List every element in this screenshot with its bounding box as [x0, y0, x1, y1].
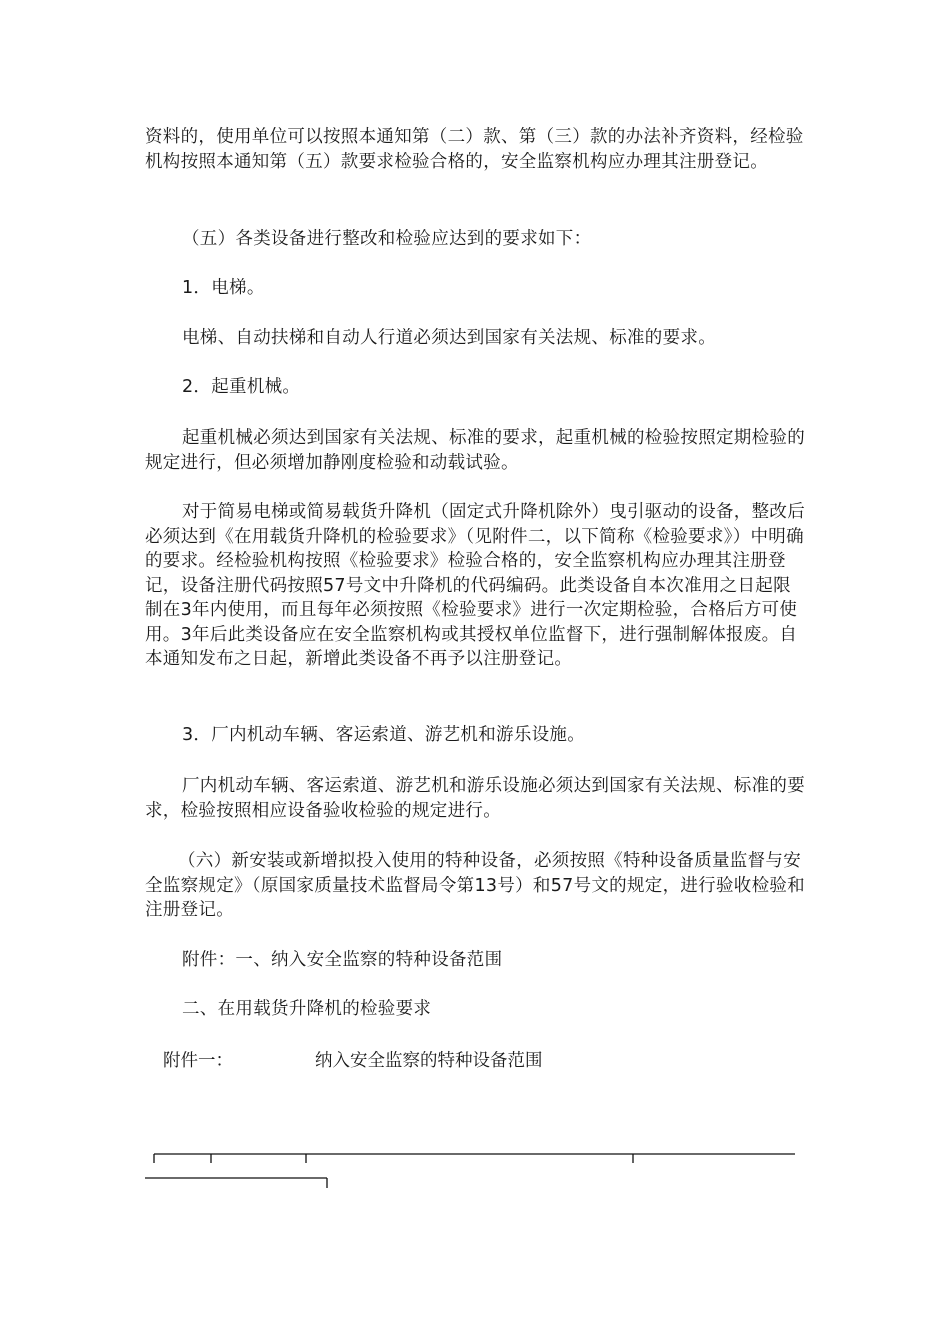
item-3-heading: 3．厂内机动车辆、客运索道、游艺机和游乐设施。: [182, 725, 586, 745]
simple-elevator-paragraph: 对于简易电梯或简易载货升降机（固定式升降机除外）曳引驱动的设备，整改后必须达到《在用载货升降机的检验要求》（见附件二，以下简称《检验要求》）中明确的要求。经检验机构按照《检验要求》检验合格的，安全监察机构应办理其注册登记，设备注册代码按照57号文中升降机的代码编码。此类设备自本次准用之日起限制在3年内使用，而且每年必须按照《检验要求》进行一次定期检验，合格后方可使用。3年后此类设备应在安全监察机构或其授权单位监督下，进行强制解体报废。自本通知发布之日起，新增此类设备不再予以注册登记。: [145, 502, 805, 669]
item-2-heading: 2．起重机械。: [182, 377, 301, 397]
attachment-label: 附件一：: [163, 1051, 233, 1071]
attachments-list-2: 二、在用载货升降机的检验要求: [182, 999, 432, 1019]
item-1-heading: 1．电梯。: [182, 278, 265, 298]
section-six-paragraph: （六）新安装或新增拟投入使用的特种设备，必须按照《特种设备质量监督与安全监察规定》（原国家质量技术监督局令第13号）和57号文的规定，进行验收检验和注册登记。: [145, 851, 805, 920]
vehicles-paragraph: 厂内机动车辆、客运索道、游艺机和游乐设施必须达到国家有关法规、标准的要求，检验按照相应设备验收检验的规定进行。: [145, 776, 805, 821]
elevator-paragraph: 电梯、自动扶梯和自动人行道必须达到国家有关法规、标准的要求。: [182, 328, 716, 348]
attachment-title: 纳入安全监察的特种设备范围: [315, 1051, 543, 1071]
section-five-heading: （五）各类设备进行整改和检验应达到的要求如下：: [182, 229, 592, 249]
attachments-list-1: 附件：一、纳入安全监察的特种设备范围: [182, 950, 503, 970]
paragraph-continuation: 资料的，使用单位可以按照本通知第（二）款、第（三）款的办法补齐资料，经检验机构按照本通知第（五）款要求检验合格的，安全监察机构应办理其注册登记。: [145, 127, 804, 172]
crane-paragraph: 起重机械必须达到国家有关法规、标准的要求，起重机械的检验按照定期检验的规定进行，但必须增加静刚度检验和动载试验。: [145, 428, 805, 473]
